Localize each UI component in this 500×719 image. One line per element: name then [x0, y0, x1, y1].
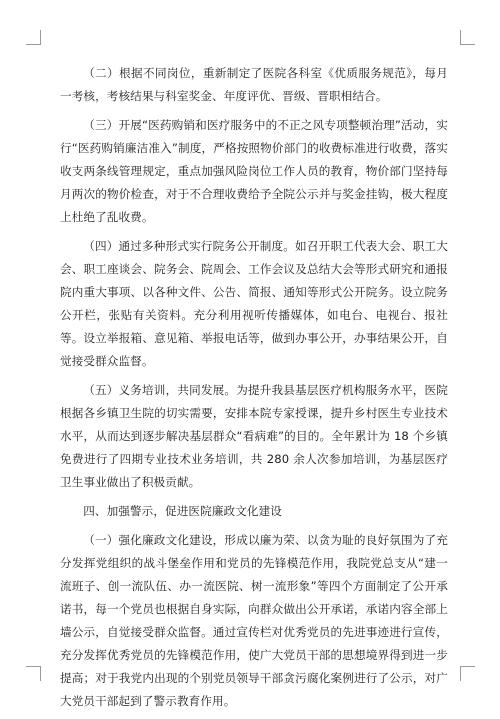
section-heading-warning-education: 四、加强警示，促进医院廉政文化建设: [83, 504, 282, 518]
crop-mark-top-left: [26, 30, 41, 45]
document-body: [60, 62, 448, 719]
crop-mark-bottom-right: [460, 666, 475, 681]
paragraph-3-rectification-campaign: （三）开展“医药购销和医疗服务中的不正之风专项整顿治理”活动，实行“医药购销廉洁准入”制度，严格按照物价部门的收费标准进行收费，落实收支两条线管理规定，重点加强风险岗位工作人员的教育，物价部门坚持每月两次的物价检查，对于不合理收费给予全院公示并与奖金挂钩，极大程度上杜绝了乱收费。: [60, 118, 448, 224]
paragraph-5-volunteer-training: （五）义务培训，共同发展。为提升我县基层医疗机构服务水平，医院根据各乡镇卫生院的切实需要，安排本院专家授课，提升乡村医生专业技术水平，从而达到逐步解决基层群众“看病难”的目的。全年累计为 18 个乡镇免费进行了四期专业技术业务培训，共 280 余人次参加培训，为基层医疗卫生事业做出了积极贡献。: [60, 383, 448, 489]
crop-mark-bottom-left: [26, 666, 41, 681]
crop-mark-top-right: [460, 30, 475, 45]
paragraph-2-service-standards: （二）根据不同岗位，重新制定了医院各科室《优质服务规范》，每月一考核，考核结果与科室奖金、年度评优、晋级、晋职相结合。: [60, 66, 448, 103]
paragraph-4-hospital-affairs-disclosure: （四）通过多种形式实行院务公开制度。如召开职工代表大会、职工大会、职工座谈会、院务会、院周会、工作会议及总结大会等形式研究和通报院内重大事项、以各种文件、公告、简报、通知等形式公开院务。设立院务公开栏，张贴有关资料。充分利用视听传播媒体，如电台、电视台、报社等。设立举报箱、意见箱、举报电话等，做到办事公开，办事结果公开，自觉接受群众监督。: [60, 239, 448, 368]
paragraph-1-integrity-culture: （一）强化廉政文化建设，形成以廉为荣、以贪为耻的良好氛围为了充分发挥党组织的战斗堡垒作用和党员的先锋模范作用，我院党总支从“建一流班子、创一流队伍、办一流医院、树一流形象”等四个方面制定了公开承诺书，每一个党员也根据自身实际，向群众做出公开承诺，承诺内容全部上墙公示，自觉接受群众监督。通过宣传栏对优秀党员的先进事迹进行宣传，充分发挥优秀党员的先锋模范作用，使广大党员干部的思想境界得到进一步提高；对于我党内出现的个别党员领导干部贪污腐化案例进行了公示，对广大党员干部起到了警示教育作用。: [60, 533, 448, 708]
